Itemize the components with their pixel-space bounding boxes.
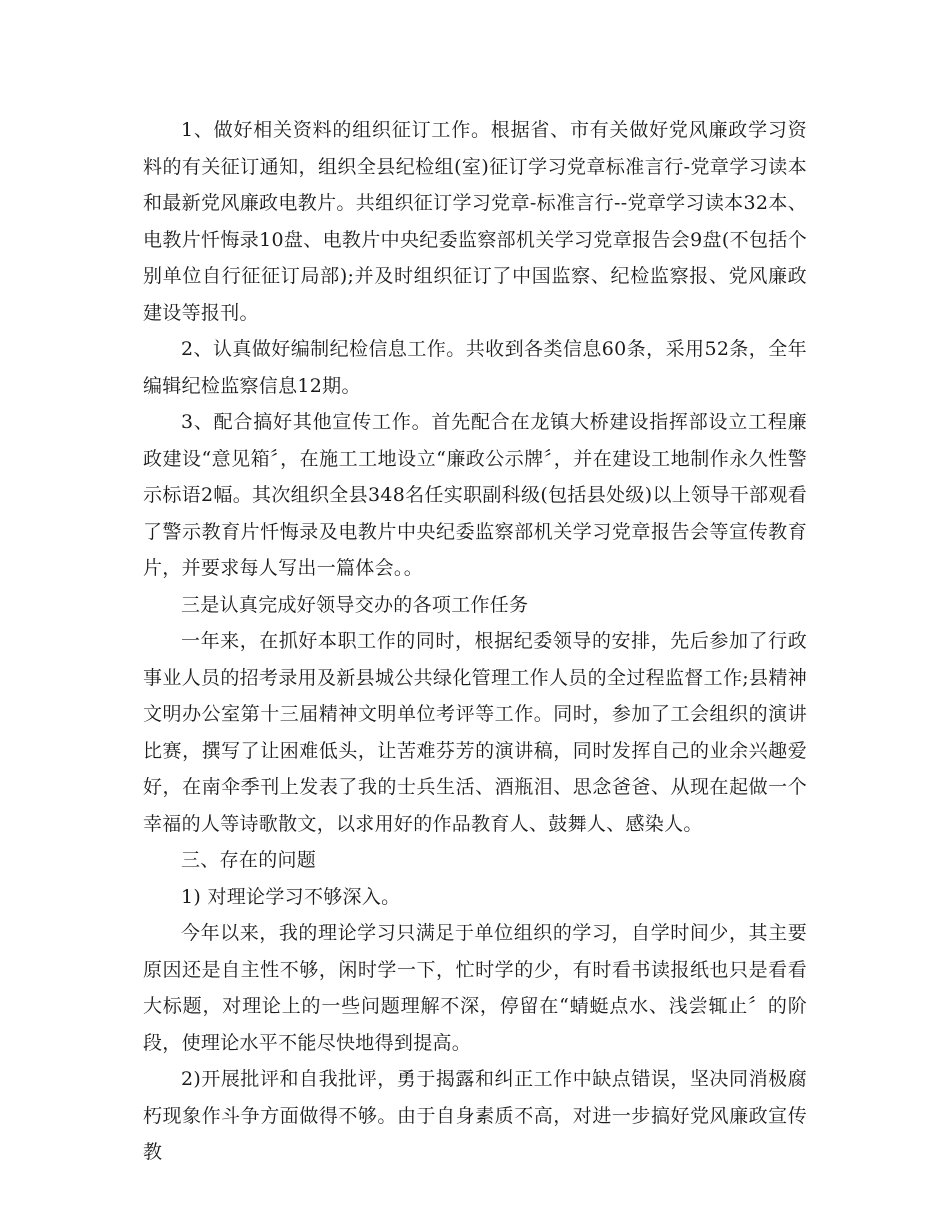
paragraph-materials-subscription: 1、做好相关资料的组织征订工作。根据省、市有关做好党风廉政学习资料的有关征订通知，组织全县纪检组(室)征订学习党章标准言行-党章学习读本和最新党风廉政电教片。共组织征订学习党章-标准言行--党章学习读本32本、电教片忏悔录10盘、电教片中央纪委监察部机关学习党章报告会9盘(不包括个别单位自行征征订局部);并及时组织征订了中国监察、纪检监察报、党风廉政建设等报刊。 (143, 119, 807, 324)
subheading-theory-study: 1) 对理论学习不够深入。 (181, 885, 401, 908)
paragraph-criticism: 2)开展批评和自我批评，勇于揭露和纠正工作中缺点错误，坚决同消极腐朽现象作斗争方面做得不够。由于自身素质不高，对进一步搞好党风廉政宣传教 (143, 1068, 807, 1163)
document-body (143, 112, 807, 1171)
paragraph-information-compilation: 2、认真做好编制纪检信息工作。共收到各类信息60条，采用52条，全年编辑纪检监察信息12期。 (143, 338, 807, 397)
section-heading-assigned-tasks: 三是认真完成好领导交办的各项工作任务 (181, 593, 529, 616)
paragraph-year-review: 一年来，在抓好本职工作的同时，根据纪委领导的安排，先后参加了行政事业人员的招考录用及新县城公共绿化管理工作人员的全过程监督工作;县精神文明办公室第十三届精神文明单位考评等工作。同时，参加了工会组织的演讲比赛，撰写了让困难低头，让苦难芬芳的演讲稿，同时发挥自己的业余兴趣爱好，在南伞季刊上发表了我的士兵生活、酒瓶泪、思念爸爸、从现在起做一个幸福的人等诗歌散文，以求用好的作品教育人、鼓舞人、感染人。 (143, 630, 807, 835)
paragraph-theory-study-detail: 今年以来，我的理论学习只满足于单位组织的学习，自学时间少，其主要原因还是自主性不够，闲时学一下，忙时学的少，有时看书读报纸也只是看看大标题，对理论上的一些问题理解不深，停留在“蜻蜓点水、浅尝辄止〞的阶段，使理论水平不能尽快地得到提高。 (143, 922, 807, 1054)
paragraph-other-publicity: 3、配合搞好其他宣传工作。首先配合在龙镇大桥建设指挥部设立工程廉政建设“意见箱〞，在施工工地设立“廉政公示牌〞，并在建设工地制作永久性警示标语2幅。其次组织全县348名任实职副科级(包括县处级)以上领导干部观看了警示教育片忏悔录及电教片中央纪委监察部机关学习党章报告会等宣传教育片，并要求每人写出一篇体会。。 (143, 411, 807, 579)
section-heading-problems: 三、存在的问题 (181, 849, 317, 871)
